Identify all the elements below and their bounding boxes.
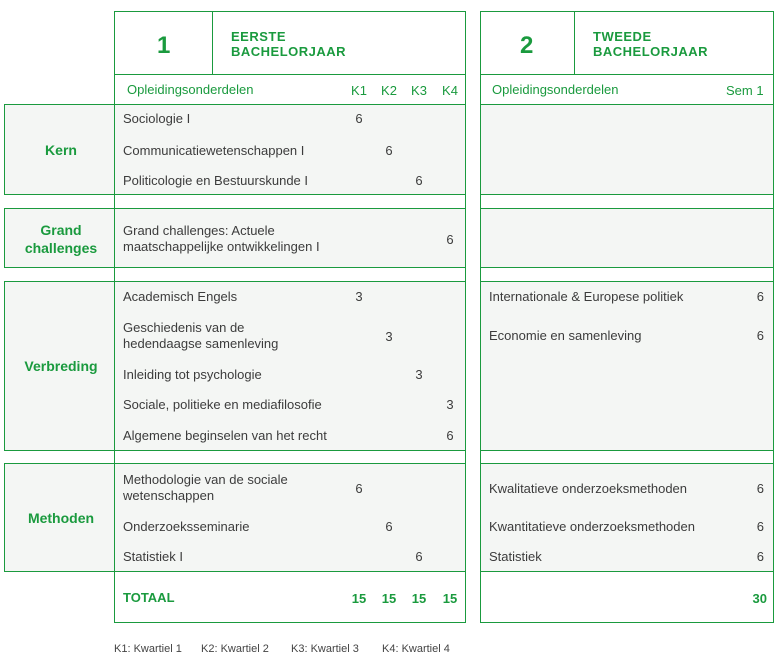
total-k1: 15 bbox=[351, 591, 367, 606]
course-credits: 6 bbox=[355, 481, 363, 496]
course-name: Kwantitatieve onderzoeksmethoden bbox=[489, 519, 695, 534]
section-grand-y2-band bbox=[480, 208, 774, 268]
total-label: TOTAAL bbox=[123, 590, 175, 605]
section-grand-label-line1: Grand bbox=[40, 222, 82, 238]
total-k3: 15 bbox=[411, 591, 427, 606]
course-credits: 6 bbox=[446, 232, 454, 247]
year2-col-label: Opleidingsonderdelen bbox=[492, 82, 619, 97]
course-name: Internationale & Europese politiek bbox=[489, 289, 684, 304]
course-name: Statistiek bbox=[489, 549, 542, 564]
course-name: Communicatiewetenschappen I bbox=[123, 143, 305, 158]
course-credits: 6 bbox=[385, 519, 393, 534]
course-credits: 6 bbox=[446, 428, 454, 443]
year1-number: 1 bbox=[157, 32, 171, 59]
course-credits: 6 bbox=[355, 111, 363, 126]
year2-title-line1: TWEEDE bbox=[593, 29, 652, 44]
year2-title bbox=[593, 29, 708, 59]
course-name: Methodologie van de sociale wetenschappen bbox=[123, 472, 288, 503]
course-credits: 6 bbox=[756, 289, 764, 304]
section-methoden-label: Methoden bbox=[27, 510, 95, 526]
year1-title-line2: BACHELORJAAR bbox=[231, 44, 347, 59]
total-k2: 15 bbox=[381, 591, 397, 606]
course-credits: 6 bbox=[756, 481, 764, 496]
course-name: Statistiek I bbox=[123, 549, 183, 564]
legend-k2: K2: Kwartiel 2 bbox=[201, 643, 269, 655]
course-name: Academisch Engels bbox=[123, 289, 238, 304]
course-credits: 3 bbox=[355, 289, 363, 304]
legend-k3: K3: Kwartiel 3 bbox=[291, 643, 359, 655]
course-credits: 3 bbox=[415, 367, 423, 382]
year2-header-divider bbox=[574, 11, 575, 74]
quarter-k4: K4 bbox=[442, 83, 458, 98]
course-name: Geschiedenis van de hedendaagse samenleving bbox=[123, 320, 279, 351]
year1-header-bottom bbox=[114, 74, 466, 75]
year1-header-divider bbox=[212, 11, 213, 74]
course-name: Sociale, politieke en mediafilosofie bbox=[123, 397, 322, 412]
total-k4: 15 bbox=[442, 591, 458, 606]
course-name: Grand challenges: Actuele maatschappelijke ontwikkelingen I bbox=[123, 223, 320, 254]
course-name: Economie en samenleving bbox=[489, 328, 642, 343]
course-credits: 6 bbox=[756, 519, 764, 534]
total-y2: 30 bbox=[752, 591, 767, 606]
year2-header-bottom bbox=[480, 74, 774, 75]
year2-sem: Sem 1 bbox=[726, 83, 764, 98]
quarter-k2: K2 bbox=[381, 83, 397, 98]
course-credits: 3 bbox=[385, 329, 393, 344]
year1-title-line1: EERSTE bbox=[231, 29, 287, 44]
year2-number: 2 bbox=[520, 32, 534, 59]
course-name: Politicologie en Bestuurskunde I bbox=[123, 173, 309, 188]
year1-col-label: Opleidingsonderdelen bbox=[127, 82, 254, 97]
quarter-k1: K1 bbox=[351, 83, 367, 98]
legend-k1: K1: Kwartiel 1 bbox=[114, 643, 182, 655]
course-name: Kwalitatieve onderzoeksmethoden bbox=[489, 481, 688, 496]
course-name: Algemene beginselen van het recht bbox=[123, 428, 327, 443]
legend-k4: K4: Kwartiel 4 bbox=[382, 643, 450, 655]
course-credits: 3 bbox=[446, 397, 454, 412]
course-credits: 6 bbox=[756, 328, 764, 343]
course-name: Inleiding tot psychologie bbox=[123, 367, 262, 382]
section-grand-label bbox=[4, 221, 118, 257]
year1-title bbox=[231, 29, 346, 59]
course-credits: 6 bbox=[415, 173, 423, 188]
section-grand-label-line2: challenges bbox=[24, 240, 98, 256]
section-verbreding-label: Verbreding bbox=[24, 358, 98, 374]
course-name: Sociologie I bbox=[123, 111, 191, 126]
course-name: Onderzoeksseminarie bbox=[123, 519, 250, 534]
section-kern-y2-band bbox=[480, 104, 774, 195]
course-credits: 6 bbox=[756, 549, 764, 564]
quarter-k3: K3 bbox=[411, 83, 427, 98]
section-kern-label: Kern bbox=[45, 142, 77, 158]
course-credits: 6 bbox=[385, 143, 393, 158]
course-credits: 6 bbox=[415, 549, 423, 564]
section-verbreding-y2-band bbox=[480, 281, 774, 451]
year2-title-line2: BACHELORJAAR bbox=[593, 44, 709, 59]
